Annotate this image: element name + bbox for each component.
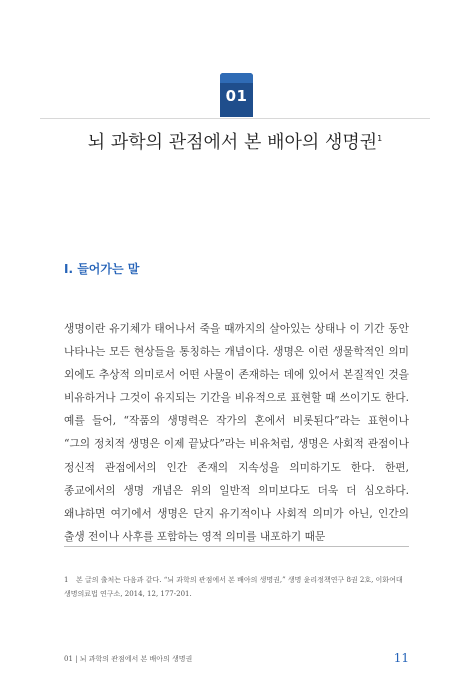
body-paragraph: 생명이란 유기체가 태어나서 죽을 때까지의 살아있는 상태나 이 기간 동안 나타나는 모든 현상들을 통칭하는 개념이다. 생명은 이런 생물학적인 의미 외에도 추상적 의미로서 어떤 사물이 존재하는 데에 있어서 본질적인 것을 비유하거나 그것이 유지되는 기간을 비유적으로 표현할 때 쓰이기도 한다. 예를 들어, “작품의 생명력은 작가의 혼에서 비롯된다”라는 표현이나 “그의 정치적 생명은 이제 끝났다”라는 비유처럼, 생명은 사회적 관점이나 정신적 관점에서의 인간 존재의 지속성을 의미하기도 한다. 한편, 종교에서의 생명 개념은 위의 일반적 의미보다도 더욱 더 심오하다. 왜냐하면 여기에서 생명은 단지 유기적이나 사회적 의미가 아닌, 인간의 출생 전이나 사후를 포함하는 영적 의미를 내포하기 때문: [64, 322, 409, 543]
footnote-text: 본 글의 출처는 다음과 같다. “뇌 과학의 관점에서 본 배아의 생명권,” 생명 윤리정책연구 8권 2호, 이화여대 생명의료법 연구소, 2014, 12, 177-201.: [64, 576, 403, 598]
chapter-number: 01: [225, 87, 248, 105]
footnote: [64, 573, 409, 601]
running-head: 01 | 뇌 과학의 관점에서 본 배아의 생명권: [64, 655, 193, 663]
title-divider: [40, 118, 430, 119]
chapter-title: [0, 128, 470, 154]
page-number: 11: [393, 651, 409, 665]
footnote-mark: 1: [64, 576, 69, 584]
footnote-divider: [64, 546, 409, 547]
title-footnote-mark[interactable]: 1: [377, 134, 383, 143]
chapter-title-text: 뇌 과학의 관점에서 본 배아의 생명권: [87, 132, 378, 153]
page-footer: [64, 652, 409, 666]
section-heading: I. 들어가는 말: [64, 262, 140, 276]
chapter-tab-cap: [220, 73, 253, 83]
chapter-number-tab: [220, 73, 253, 117]
